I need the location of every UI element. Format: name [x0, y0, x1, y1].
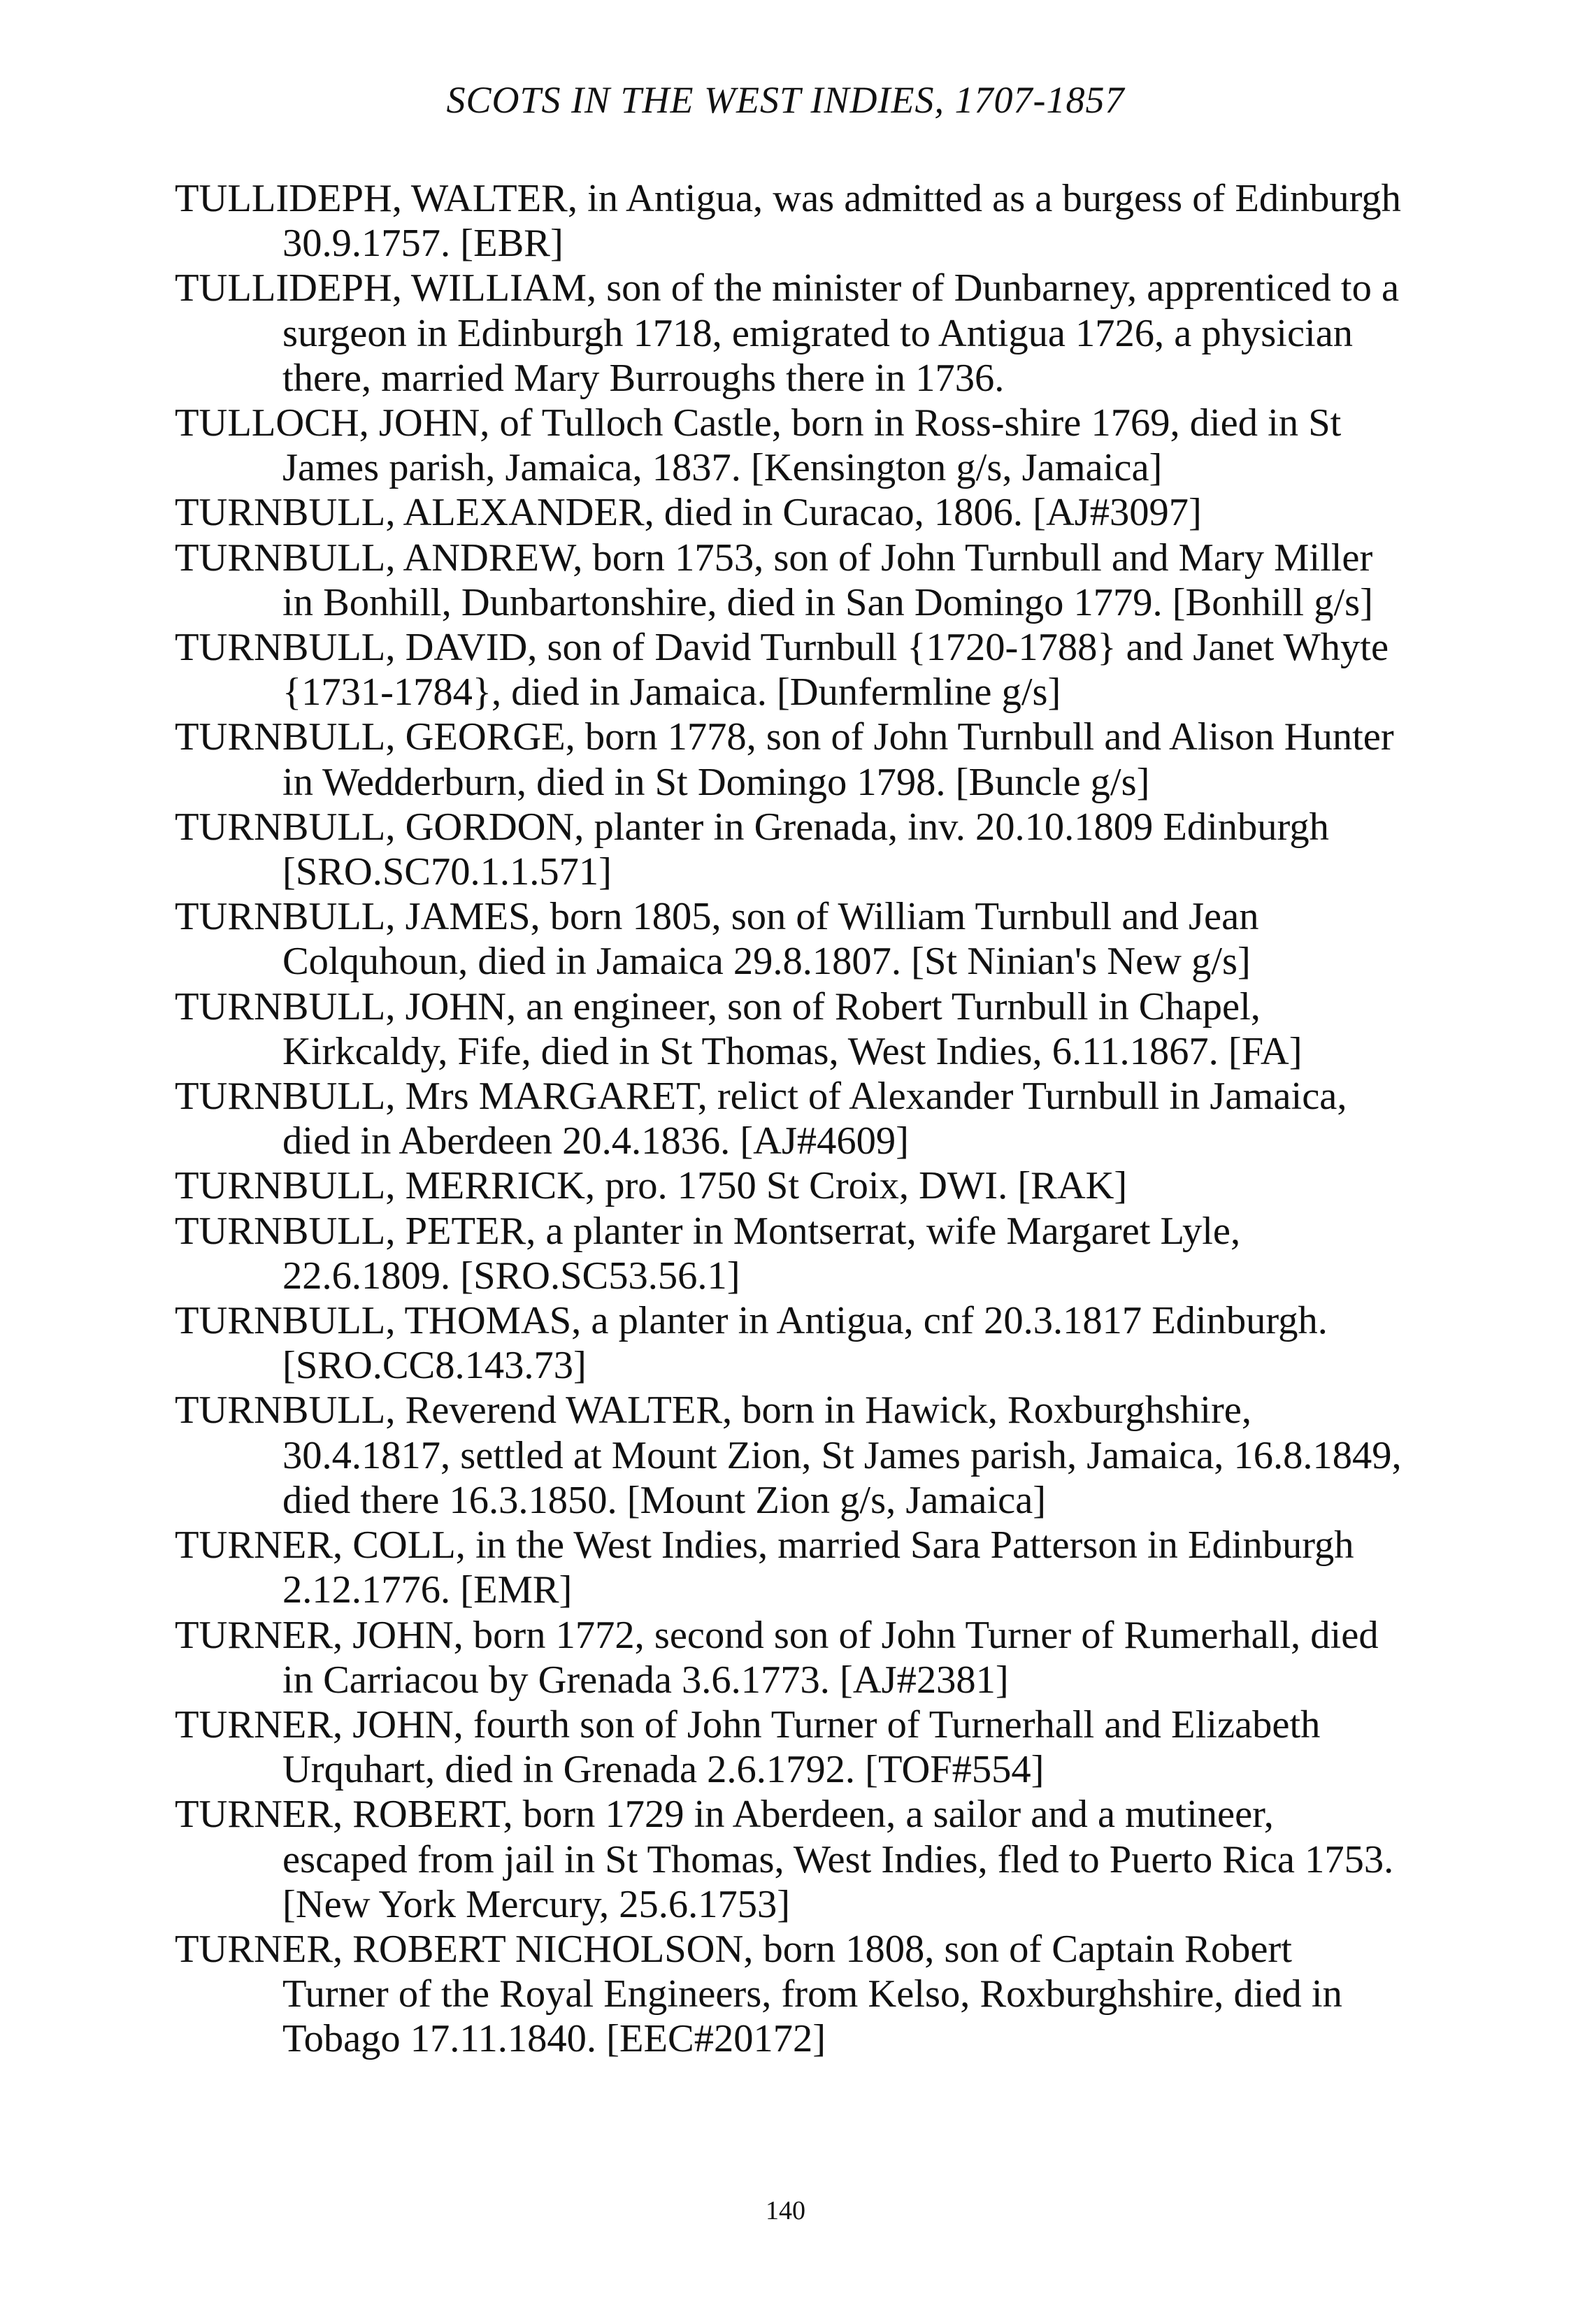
running-header: SCOTS IN THE WEST INDIES, 1707-1857 — [446, 79, 1125, 121]
entry-item: TURNBULL, GEORGE, born 1778, son of John Turnbull and Alison Hunter in Wedderburn, died in St Domingo 1798. [Buncle g/s] — [175, 715, 1394, 804]
entry-item: TULLOCH, JOHN, of Tulloch Castle, born in Ross-shire 1769, died in St James parish, Jamaica, 1837. [Kensington g/s, Jamaica] — [175, 401, 1342, 490]
entry-item: TURNER, JOHN, born 1772, second son of John Turner of Rumerhall, died in Carriacou by Grenada 3.6.1773. [AJ#2381] — [175, 1613, 1379, 1702]
entry-item: TURNBULL, Mrs MARGARET, relict of Alexander Turnbull in Jamaica, died in Aberdeen 20.4.1836. [AJ#4609] — [175, 1075, 1347, 1163]
entry-item: TURNBULL, THOMAS, a planter in Antigua, cnf 20.3.1817 Edinburgh. [SRO.CC8.143.73] — [175, 1299, 1328, 1388]
entry-list — [175, 176, 1405, 2062]
entry-item: TURNBULL, JAMES, born 1805, son of William Turnbull and Jean Colquhoun, died in Jamaica 29.8.1807. [St Ninian's New g/s] — [175, 895, 1259, 984]
entry-item: TURNER, JOHN, fourth son of John Turner of Turnerhall and Elizabeth Urquhart, died in Grenada 2.6.1792. [TOF#554] — [175, 1702, 1321, 1792]
entry-item: TURNBULL, JOHN, an engineer, son of Robert Turnbull in Chapel, Kirkcaldy, Fife, died in St Thomas, West Indies, 6.11.1867. [FA] — [175, 984, 1303, 1073]
entry-item: TURNBULL, ALEXANDER, died in Curacao, 1806. [AJ#3097] — [175, 491, 1202, 535]
entry-item: TULLIDEPH, WILLIAM, son of the minister of Dunbarney, apprenticed to a surgeon in Edinburgh 1718, emigrated to Antigua 1726, a physician there, married Mary Burroughs there in 1736. — [175, 266, 1400, 400]
entry-item: TURNBULL, ANDREW, born 1753, son of John Turnbull and Mary Miller in Bonhill, Dunbartonshire, died in San Domingo 1779. [Bonhill g/s] — [175, 536, 1373, 624]
entry-item: TURNER, ROBERT, born 1729 in Aberdeen, a sailor and a mutineer, escaped from jail in St Thomas, West Indies, fled to Puerto Rica 1753. [New York Mercury, 25.6.1753] — [175, 1793, 1394, 1926]
entry-item: TURNBULL, PETER, a planter in Montserrat, wife Margaret Lyle, 22.6.1809. [SRO.SC53.56.1] — [175, 1209, 1241, 1298]
entry-item: TURNBULL, GORDON, planter in Grenada, inv. 20.10.1809 Edinburgh [SRO.SC70.1.1.571] — [175, 805, 1329, 894]
entry-item: TURNBULL, Reverend WALTER, born in Hawick, Roxburghshire, 30.4.1817, settled at Mount Zion, St James parish, Jamaica, 16.8.1849, died there 16.3.1850. [Mount Zion g/s, Jamaica] — [175, 1389, 1402, 1522]
entry-item: TULLIDEPH, WALTER, in Antigua, was admitted as a burgess of Edinburgh 30.9.1757. [EBR] — [175, 177, 1401, 266]
entry-item: TURNBULL, MERRICK, pro. 1750 St Croix, DWI. [RAK] — [175, 1164, 1128, 1208]
page-number: 140 — [766, 2196, 805, 2225]
entry-item: TURNER, ROBERT NICHOLSON, born 1808, son of Captain Robert Turner of the Royal Engineers, from Kelso, Roxburghshire, died in Tobago 17.11.1840. [EEC#20172] — [175, 1927, 1342, 2061]
entry-item: TURNER, COLL, in the West Indies, married Sara Patterson in Edinburgh 2.12.1776. [EMR] — [175, 1523, 1354, 1612]
entry-item: TURNBULL, DAVID, son of David Turnbull {1720-1788} and Janet Whyte {1731-1784}, died in Jamaica. [Dunfermline g/s] — [175, 626, 1389, 715]
